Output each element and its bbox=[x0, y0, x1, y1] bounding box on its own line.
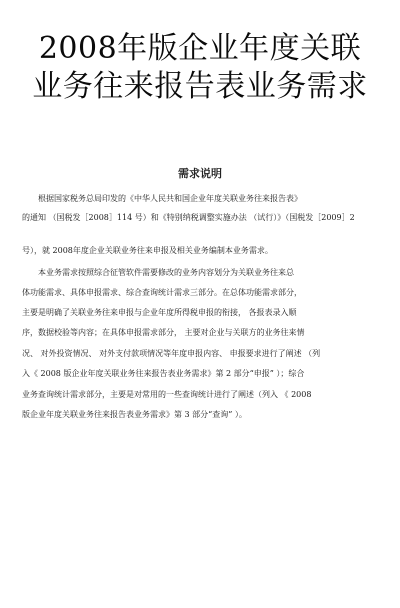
body-line: 业务查询统计需求部分，主要是对常用的一些查询统计进行了阐述（列入 《 2008 bbox=[22, 390, 312, 399]
body-line: 况、 对外投资情况、 对外支付款项情况等年度申报内容、 申报要求进行了阐述 （列 bbox=[22, 349, 321, 358]
section-heading: 需求说明 bbox=[178, 167, 222, 180]
body-line: 本业务需求按照综合征管软件需要修改的业务内容划分为关联业务往来总 bbox=[38, 268, 294, 277]
body-line: 体功能需求、具体申报需求、综合查询统计需求三部分。在总体功能需求部分， bbox=[22, 288, 302, 297]
body-line: 序，数据校验等内容；在具体申报需求部分， 主要对企业与关联方的业务往来情 bbox=[22, 328, 305, 337]
body-line: 根据国家税务总局印发的《中华人民共和国企业年度关联业务往来报告表》 bbox=[38, 194, 302, 203]
document-title-line-2: 业务往来报告表业务需求 bbox=[32, 69, 368, 104]
body-line: 号），就 2008年度企业关联业务往来申报及相关业务编制本业务需求。 bbox=[22, 246, 273, 255]
body-line: 的通知 （国税发［2008］114 号）和《特别纳税调整实施办法 （试行）》（国税发［2009］2 bbox=[22, 213, 355, 222]
body-line: 入《 2008 版企业年度关联业务往来报告表业务需求》第 2 部分“申报” ）；综合 bbox=[22, 369, 305, 378]
body-line: 版企业年度关联业务往来报告表业务需求》第 3 部分“查询” ）。 bbox=[22, 410, 247, 419]
body-line: 主要是明确了关联业务往来申报与企业年度所得税申报的衔接， 各报表录入顺 bbox=[22, 308, 297, 317]
document-title-line-1: 2008年版企业年度关联 bbox=[38, 31, 362, 66]
